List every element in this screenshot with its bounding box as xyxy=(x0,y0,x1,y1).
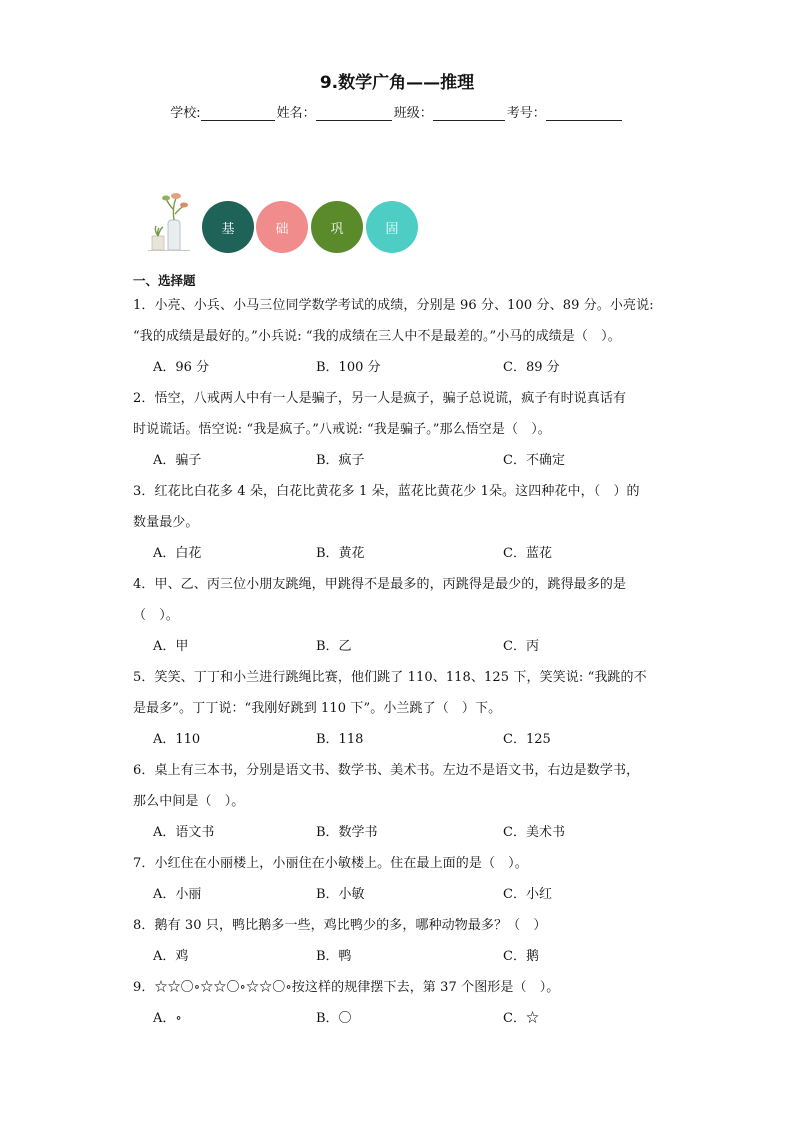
option-c[interactable]: C．不确定 xyxy=(503,453,565,468)
question-list xyxy=(133,290,673,1034)
option-c[interactable]: C．鹅 xyxy=(503,949,539,964)
banner-char: 基 xyxy=(221,221,235,237)
option-a[interactable]: A．白花 xyxy=(153,546,202,561)
question-line: 那么中间是（ ）。 xyxy=(133,794,245,809)
exam-number-label: 考号： xyxy=(506,106,546,121)
question-line: 6．桌上有三本书，分别是语文书、数学书、美术书。左边不是语文书，右边是数学书， xyxy=(133,763,640,778)
option-b[interactable]: B．〇 xyxy=(316,1011,352,1026)
question-line: 时说谎话。悟空说: “我是疯子。”八戒说: “我是骗子。”那么悟空是（ ）。 xyxy=(133,422,551,437)
option-b[interactable]: B．黄花 xyxy=(316,546,365,561)
banner-circle-1 xyxy=(202,201,254,253)
option-a[interactable]: A．∘ xyxy=(153,1011,182,1026)
name-label: 姓名： xyxy=(276,106,316,121)
class-label: 班级： xyxy=(393,106,433,121)
option-a[interactable]: A．语文书 xyxy=(153,825,215,840)
plant-vase-icon xyxy=(146,186,196,256)
options-9 xyxy=(133,1003,673,1034)
option-a[interactable]: A．甲 xyxy=(153,639,189,654)
options-2 xyxy=(133,445,673,476)
option-a[interactable]: A．96 分 xyxy=(153,360,210,375)
question-3 xyxy=(133,476,673,538)
option-a[interactable]: A．骗子 xyxy=(153,453,202,468)
option-b[interactable]: B．数学书 xyxy=(316,825,378,840)
option-b[interactable]: B．100 分 xyxy=(316,360,381,375)
question-line: 4．甲、乙、丙三位小朋友跳绳，甲跳得不是最多的，丙跳得是最少的，跳得最多的是 xyxy=(133,577,627,592)
option-b[interactable]: B．118 xyxy=(316,732,364,747)
options-3 xyxy=(133,538,673,569)
banner-char: 固 xyxy=(385,221,399,237)
option-b[interactable]: B．乙 xyxy=(316,639,352,654)
option-c[interactable]: C．125 xyxy=(503,732,551,747)
question-5 xyxy=(133,662,673,724)
section-title: 一、选择题 xyxy=(133,273,196,288)
options-8 xyxy=(133,941,673,972)
option-c[interactable]: C．美术书 xyxy=(503,825,565,840)
question-line: 3．红花比白花多 4 朵，白花比黄花多 1 朵，蓝花比黄花少 1朵。这四种花中，（ ）的 xyxy=(133,484,640,499)
option-c[interactable]: C．小红 xyxy=(503,887,552,902)
question-9 xyxy=(133,972,673,1003)
class-blank[interactable] xyxy=(433,106,505,121)
option-c[interactable]: C．丙 xyxy=(503,639,539,654)
options-1 xyxy=(133,352,673,383)
question-line: “我的成绩是最好的。”小兵说: “我的成绩在三人中不是最差的。”小马的成绩是（ ）。 xyxy=(133,329,621,344)
option-b[interactable]: B．小敏 xyxy=(316,887,365,902)
question-line: 9．☆☆〇∘☆☆〇∘☆☆〇∘按这样的规律摆下去，第 37 个图形是（ ）。 xyxy=(133,980,560,995)
option-a[interactable]: A．鸡 xyxy=(153,949,189,964)
option-c[interactable]: C．89 分 xyxy=(503,360,560,375)
option-a[interactable]: A．小丽 xyxy=(153,887,202,902)
question-line: 8．鹅有 30 只，鸭比鹅多一些，鸡比鸭少的多，哪种动物最多？（ ） xyxy=(133,918,547,933)
option-a[interactable]: A．110 xyxy=(153,732,201,747)
banner-circle-3 xyxy=(311,201,363,253)
question-6 xyxy=(133,755,673,817)
exam-number-blank[interactable] xyxy=(546,106,622,121)
question-4 xyxy=(133,569,673,631)
name-blank[interactable] xyxy=(316,106,392,121)
option-b[interactable]: B．疯子 xyxy=(316,453,365,468)
option-c[interactable]: C．☆ xyxy=(503,1011,539,1026)
banner-circle-2 xyxy=(256,201,308,253)
school-label: 学校: xyxy=(170,106,201,121)
options-7 xyxy=(133,879,673,910)
section-banner xyxy=(146,186,436,256)
student-info-line xyxy=(0,102,794,121)
options-5 xyxy=(133,724,673,755)
question-line: 7．小红住在小丽楼上，小丽住在小敏楼上。住在最上面的是（ ）。 xyxy=(133,856,528,871)
question-line: 2．悟空，八戒两人中有一人是骗子，另一人是疯子，骗子总说谎，疯子有时说真话有 xyxy=(133,391,627,406)
question-line: 数量最少。 xyxy=(133,515,199,530)
question-line: 1．小亮、小兵、小马三位同学数学考试的成绩，分别是 96 分、100 分、89 分。小亮说: xyxy=(133,298,654,313)
option-c[interactable]: C．蓝花 xyxy=(503,546,552,561)
options-4 xyxy=(133,631,673,662)
school-blank[interactable] xyxy=(201,106,275,121)
options-6 xyxy=(133,817,673,848)
question-line: 是最多”。丁丁说：“我刚好跳到 110 下”。小兰跳了（ ）下。 xyxy=(133,701,502,716)
question-line: （ ）。 xyxy=(133,608,179,623)
page-title: 9.数学广角——推理 xyxy=(319,73,475,93)
question-2 xyxy=(133,383,673,445)
option-b[interactable]: B．鸭 xyxy=(316,949,352,964)
question-line: 5．笑笑、丁丁和小兰进行跳绳比赛，他们跳了 110、118、125 下，笑笑说: “我跳的不 xyxy=(133,670,647,685)
question-7 xyxy=(133,848,673,879)
banner-char: 巩 xyxy=(330,221,344,237)
question-1 xyxy=(133,290,673,352)
question-8 xyxy=(133,910,673,941)
banner-circle-4 xyxy=(366,201,418,253)
banner-char: 础 xyxy=(275,221,289,237)
